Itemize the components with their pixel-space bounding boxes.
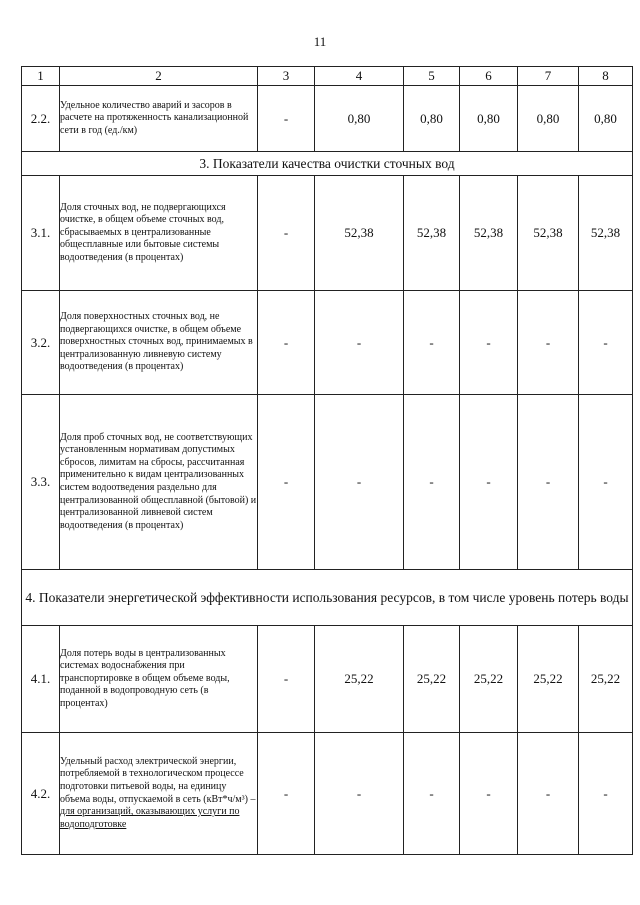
value-cell: 0,80 xyxy=(404,86,460,152)
value-cell: - xyxy=(258,176,315,291)
value-cell: 25,22 xyxy=(460,626,518,733)
value-cell: 0,80 xyxy=(518,86,579,152)
value-cell: 52,38 xyxy=(404,176,460,291)
value-cell: - xyxy=(404,733,460,855)
value-cell: - xyxy=(460,291,518,395)
row-description-text: Удельный расход электрической энергии, потребляемой в технологическом процессе подготовки питьевой воды, на единицу объема воды, отпускаемой в сеть (кВт*ч/м³) – xyxy=(60,755,256,805)
value-cell: - xyxy=(258,395,315,570)
row-description-underlined: для организаций, оказывающих услуги по водоподготовке xyxy=(60,806,240,830)
value-cell: - xyxy=(460,395,518,570)
row-number: 2.2. xyxy=(22,86,60,152)
section-row xyxy=(22,152,633,176)
value-cell: 25,22 xyxy=(518,626,579,733)
value-cell: - xyxy=(404,395,460,570)
value-cell: - xyxy=(579,395,633,570)
value-cell: 0,80 xyxy=(579,86,633,152)
section-title: 3. Показатели качества очистки сточных вод xyxy=(22,152,633,176)
table-row xyxy=(22,626,633,733)
indicators-table xyxy=(21,66,633,855)
row-description: Доля проб сточных вод, не соответствующих установленным нормативам допустимых сбросов, лимитам на сбросы, рассчитанная применительно к видам централизованных систем водоотведения раздельно для централизованной общесплавной (бытовой) и централизованной ливневой систем водоотведения (в процентах) xyxy=(60,395,258,570)
row-number: 3.1. xyxy=(22,176,60,291)
header-cell: 2 xyxy=(60,67,258,86)
value-cell: 25,22 xyxy=(404,626,460,733)
page-number: 11 xyxy=(313,34,327,49)
header-cell: 7 xyxy=(518,67,579,86)
value-cell: - xyxy=(315,733,404,855)
row-description xyxy=(60,733,258,855)
value-cell: - xyxy=(258,291,315,395)
table-row xyxy=(22,395,633,570)
header-cell: 6 xyxy=(460,67,518,86)
value-cell: 52,38 xyxy=(518,176,579,291)
header-cell: 1 xyxy=(22,67,60,86)
value-cell: 52,38 xyxy=(315,176,404,291)
value-cell: - xyxy=(518,395,579,570)
value-cell: 25,22 xyxy=(579,626,633,733)
value-cell: - xyxy=(579,733,633,855)
table-row xyxy=(22,291,633,395)
table-header-row xyxy=(22,67,633,86)
value-cell: - xyxy=(518,733,579,855)
header-cell: 3 xyxy=(258,67,315,86)
header-cell: 8 xyxy=(579,67,633,86)
header-cell: 5 xyxy=(404,67,460,86)
table-row xyxy=(22,176,633,291)
row-number: 3.2. xyxy=(22,291,60,395)
value-cell: - xyxy=(460,733,518,855)
table-row xyxy=(22,86,633,152)
value-cell: 25,22 xyxy=(315,626,404,733)
row-number: 4.1. xyxy=(22,626,60,733)
value-cell: - xyxy=(579,291,633,395)
row-number: 3.3. xyxy=(22,395,60,570)
row-description: Доля поверхностных сточных вод, не подвергающихся очистке, в общем объеме поверхностных сточных вод, принимаемых в централизованную ливневую систему водоотведения (в процентах) xyxy=(60,291,258,395)
value-cell: - xyxy=(315,395,404,570)
value-cell: - xyxy=(315,291,404,395)
value-cell: - xyxy=(518,291,579,395)
value-cell: 52,38 xyxy=(579,176,633,291)
value-cell: 52,38 xyxy=(460,176,518,291)
value-cell: - xyxy=(258,626,315,733)
row-description: Доля сточных вод, не подвергающихся очистке, в общем объеме сточных вод, сбрасываемых в централизованные общесплавные или бытовые системы водоотведения (в процентах) xyxy=(60,176,258,291)
value-cell: 0,80 xyxy=(315,86,404,152)
value-cell: - xyxy=(258,733,315,855)
header-cell: 4 xyxy=(315,67,404,86)
section-row xyxy=(22,570,633,626)
value-cell: - xyxy=(404,291,460,395)
row-description: Удельное количество аварий и засоров в расчете на протяженность канализационной сети в год (ед./км) xyxy=(60,86,258,152)
row-description: Доля потерь воды в централизованных системах водоснабжения при транспортировке в общем объеме воды, поданной в водопроводную сеть (в процентах) xyxy=(60,626,258,733)
value-cell: - xyxy=(258,86,315,152)
table-row xyxy=(22,733,633,855)
section-title: 4. Показатели энергетической эффективности использования ресурсов, в том числе уровень потерь воды xyxy=(22,570,633,626)
value-cell: 0,80 xyxy=(460,86,518,152)
row-number: 4.2. xyxy=(22,733,60,855)
